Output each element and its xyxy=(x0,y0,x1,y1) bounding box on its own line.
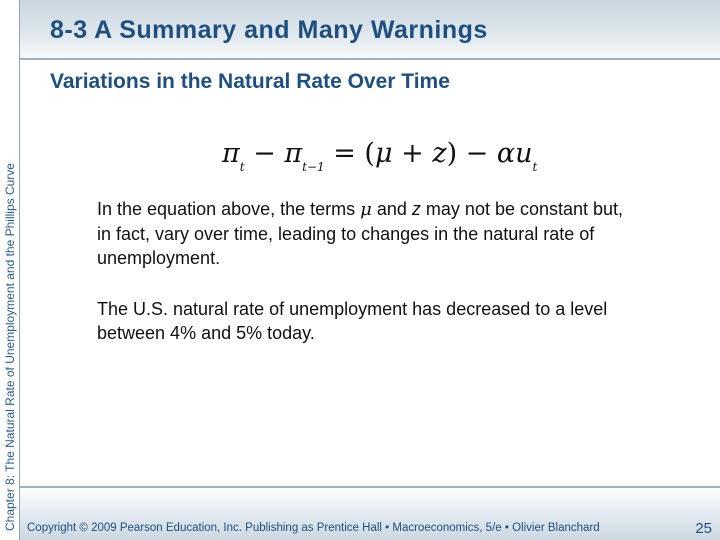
eq-minus: − xyxy=(244,138,285,169)
eq-sub-t: t xyxy=(239,160,245,174)
para1-mu: μ xyxy=(360,199,372,220)
copyright-notice: Copyright © 2009 Pearson Education, Inc. Publishing as Prentice Hall • Macroeconomics, 5/e • Olivier Blanchard xyxy=(27,522,600,534)
page-number: 25 xyxy=(695,520,712,537)
eq-mu: μ xyxy=(374,138,393,169)
eq-close-minus: ) − xyxy=(446,138,497,169)
paragraph-us-rate: The U.S. natural rate of unemployment has decreased to a level between 4% and 5% today. xyxy=(97,299,608,343)
eq-z: z xyxy=(432,138,447,169)
slide-title: 8-3 A Summary and Many Warnings xyxy=(50,16,488,44)
paragraph-variation xyxy=(97,197,637,270)
eq-equals: = ( xyxy=(324,138,375,169)
para1-text-a: In the equation above, the terms xyxy=(97,199,361,219)
para1-text-b: and xyxy=(371,199,412,219)
eq-pi: π xyxy=(222,138,240,169)
eq-pi-lag: π xyxy=(284,138,303,169)
para1-text-c: may not be constant but, in fact, vary over time, leading to changes in the natural rate of unemployment. xyxy=(97,199,624,268)
eq-sub-t-final: t xyxy=(532,160,538,174)
footer-divider xyxy=(20,486,720,488)
eq-plus: + xyxy=(392,138,433,169)
slide-subtitle: Variations in the Natural Rate Over Time xyxy=(50,70,450,93)
sidebar-divider xyxy=(19,0,20,540)
chapter-label: Chapter 8: The Natural Rate of Unemployment and the Phillips Curve xyxy=(3,163,17,531)
phillips-equation xyxy=(222,138,537,174)
para1-z: z xyxy=(411,199,421,219)
eq-alpha-u: αu xyxy=(496,138,533,169)
eq-sub-t-1: t−1 xyxy=(302,160,325,174)
header-divider xyxy=(20,58,720,60)
